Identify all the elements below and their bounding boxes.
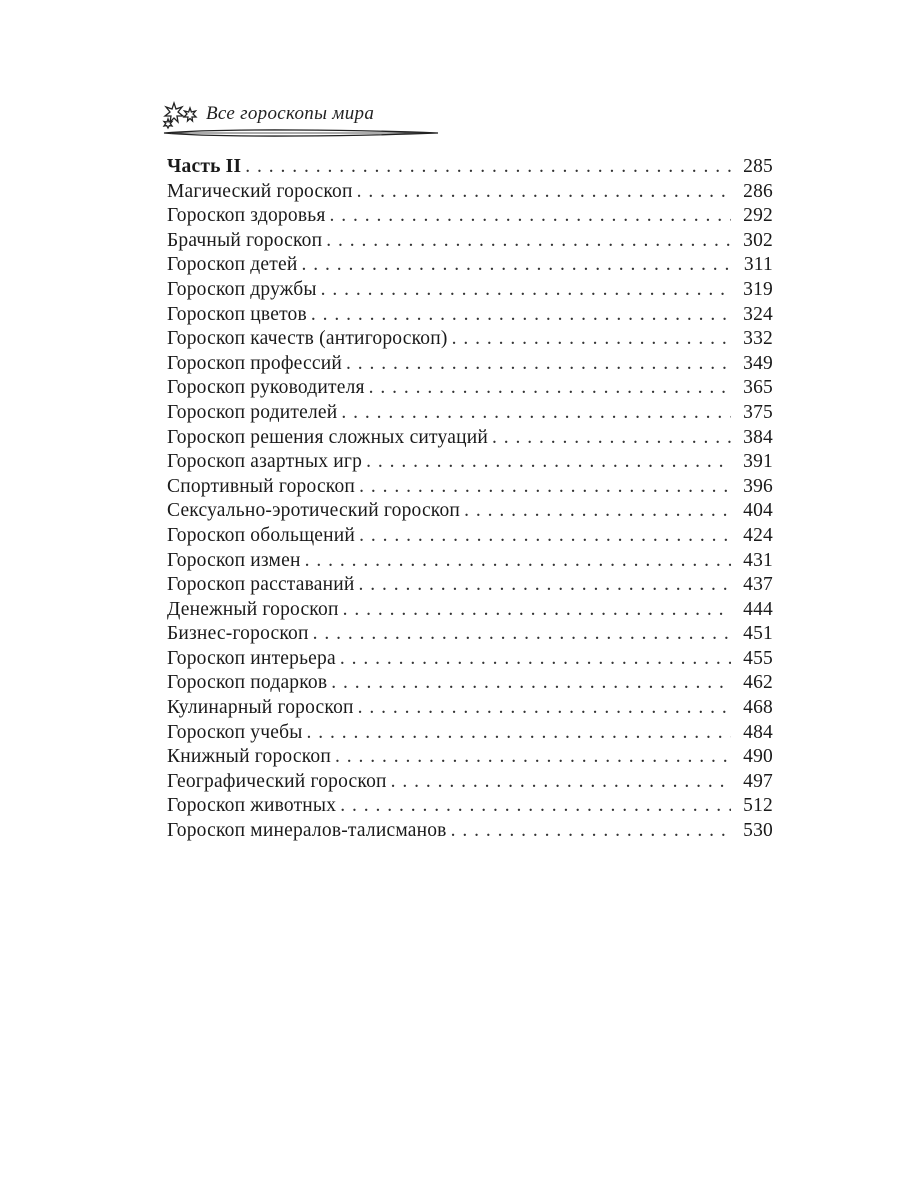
toc-entry: [167, 745, 773, 770]
toc-entry-title: Денежный гороскоп: [167, 598, 339, 620]
toc-entry-page-number: 285: [743, 156, 773, 177]
toc-entry-page-number: 391: [743, 451, 773, 473]
toc-entry-title: Гороскоп животных: [167, 795, 337, 817]
dot-leader: [492, 426, 731, 451]
dot-leader: [346, 352, 731, 377]
toc-entry-page-number: 512: [743, 795, 773, 817]
toc-entry: [167, 671, 773, 696]
dot-leader: [341, 401, 731, 426]
toc-entry-title: Гороскоп минералов-талисманов: [167, 820, 447, 842]
toc-entry-title: Гороскоп профессий: [167, 352, 342, 374]
toc-entry-page-number: 530: [743, 820, 773, 842]
toc-entry-page-number: 292: [743, 205, 773, 227]
toc-entry-title: Магический гороскоп: [167, 180, 353, 202]
toc-entry: [167, 499, 773, 524]
toc-entry: [167, 475, 773, 500]
toc-entry: [167, 229, 773, 254]
toc-entry-page-number: 444: [743, 598, 773, 620]
toc-entry-title: Гороскоп подарков: [167, 672, 328, 694]
dot-leader: [340, 794, 731, 819]
toc-entry-title: Сексуально-эротический гороскоп: [167, 500, 461, 522]
toc-entry-title: Кулинарный гороскоп: [167, 697, 354, 719]
toc-entry-title: Гороскоп обольщений: [167, 524, 356, 546]
toc-entry: [167, 622, 773, 647]
toc-entry-page-number: 404: [743, 500, 773, 522]
toc-entry-page-number: 384: [743, 426, 773, 448]
dot-leader: [464, 499, 731, 524]
toc-entry-page-number: 497: [743, 770, 773, 792]
toc-entry: [167, 450, 773, 475]
table-of-contents: [167, 155, 773, 844]
toc-entry-page-number: 311: [743, 254, 773, 276]
toc-entry-page-number: 286: [743, 180, 773, 202]
toc-entry-page-number: 396: [743, 475, 773, 497]
toc-entry-title: Брачный гороскоп: [167, 229, 323, 251]
toc-entry-title: Географический гороскоп: [167, 770, 387, 792]
toc-entry: [167, 204, 773, 229]
toc-entry-title: Гороскоп цветов: [167, 303, 307, 325]
toc-entry-title: Гороскоп расставаний: [167, 574, 355, 596]
toc-entry-page-number: 462: [743, 672, 773, 694]
toc-entry: [167, 253, 773, 278]
dot-leader: [359, 524, 731, 549]
toc-entry: [167, 524, 773, 549]
toc-entry: [167, 155, 773, 180]
toc-entry-title: Гороскоп решения сложных ситуаций: [167, 426, 488, 448]
toc-entry-title: Книжный гороскоп: [167, 746, 331, 768]
dot-leader: [357, 180, 731, 205]
dot-leader: [358, 696, 731, 721]
toc-entry-title: Гороскоп азартных игр: [167, 451, 363, 473]
toc-entry-page-number: 437: [743, 574, 773, 596]
toc-entry-page-number: 451: [743, 623, 773, 645]
toc-entry: [167, 598, 773, 623]
toc-entry-title: Спортивный гороскоп: [167, 475, 356, 497]
toc-entry-title: Гороскоп качеств (антигороскоп): [167, 328, 448, 350]
toc-entry: [167, 426, 773, 451]
toc-entry: [167, 770, 773, 795]
toc-entry-page-number: 484: [743, 721, 773, 743]
toc-entry-page-number: 302: [743, 229, 773, 251]
toc-entry-title: Гороскоп здоровья: [167, 205, 326, 227]
toc-entry: [167, 696, 773, 721]
dot-leader: [245, 155, 731, 180]
toc-entry-page-number: 424: [743, 524, 773, 546]
toc-entry-page-number: 349: [743, 352, 773, 374]
toc-entry-title: Бизнес-гороскоп: [167, 623, 309, 645]
dot-leader: [359, 573, 731, 598]
dot-leader: [305, 549, 731, 574]
toc-entry-title: Гороскоп детей: [167, 254, 298, 276]
toc-entry-title: Гороскоп руководителя: [167, 377, 365, 399]
dot-leader: [366, 450, 731, 475]
toc-entry-title: Гороскоп родителей: [167, 401, 338, 423]
dot-leader: [321, 278, 731, 303]
toc-entry: [167, 401, 773, 426]
running-head: [160, 96, 450, 144]
dot-leader: [359, 475, 731, 500]
toc-entry-title: Гороскоп учебы: [167, 721, 303, 743]
toc-entry-title: Часть II: [167, 156, 242, 177]
toc-entry-title: Гороскоп интерьера: [167, 647, 336, 669]
toc-entry-title: Гороскоп дружбы: [167, 278, 317, 300]
toc-entry: [167, 647, 773, 672]
dot-leader: [369, 376, 731, 401]
toc-entry: [167, 549, 773, 574]
toc-entry-page-number: 455: [743, 647, 773, 669]
dot-leader: [451, 819, 731, 844]
toc-entry: [167, 819, 773, 844]
toc-entry-page-number: 332: [743, 328, 773, 350]
toc-entry: [167, 573, 773, 598]
decorative-rule: [162, 126, 442, 140]
dot-leader: [326, 229, 731, 254]
dot-leader: [340, 647, 731, 672]
toc-entry-title: Гороскоп измен: [167, 549, 301, 571]
toc-entry-page-number: 468: [743, 697, 773, 719]
toc-entry-page-number: 375: [743, 401, 773, 423]
dot-leader: [307, 721, 731, 746]
dot-leader: [330, 204, 732, 229]
toc-entry: [167, 180, 773, 205]
toc-entry: [167, 794, 773, 819]
toc-entry: [167, 721, 773, 746]
dot-leader: [391, 770, 731, 795]
dot-leader: [335, 745, 731, 770]
toc-entry: [167, 278, 773, 303]
dot-leader: [301, 253, 731, 278]
toc-entry-page-number: 365: [743, 377, 773, 399]
toc-entry-page-number: 431: [743, 549, 773, 571]
toc-entry: [167, 352, 773, 377]
toc-entry-page-number: 324: [743, 303, 773, 325]
toc-entry-page-number: 319: [743, 278, 773, 300]
dot-leader: [311, 303, 731, 328]
dot-leader: [452, 327, 731, 352]
toc-entry: [167, 303, 773, 328]
dot-leader: [331, 671, 731, 696]
dot-leader: [313, 622, 731, 647]
running-head-title: Все гороскопы мира: [206, 103, 375, 124]
toc-entry-page-number: 490: [743, 746, 773, 768]
toc-entry: [167, 327, 773, 352]
dot-leader: [343, 598, 731, 623]
toc-entry: [167, 376, 773, 401]
